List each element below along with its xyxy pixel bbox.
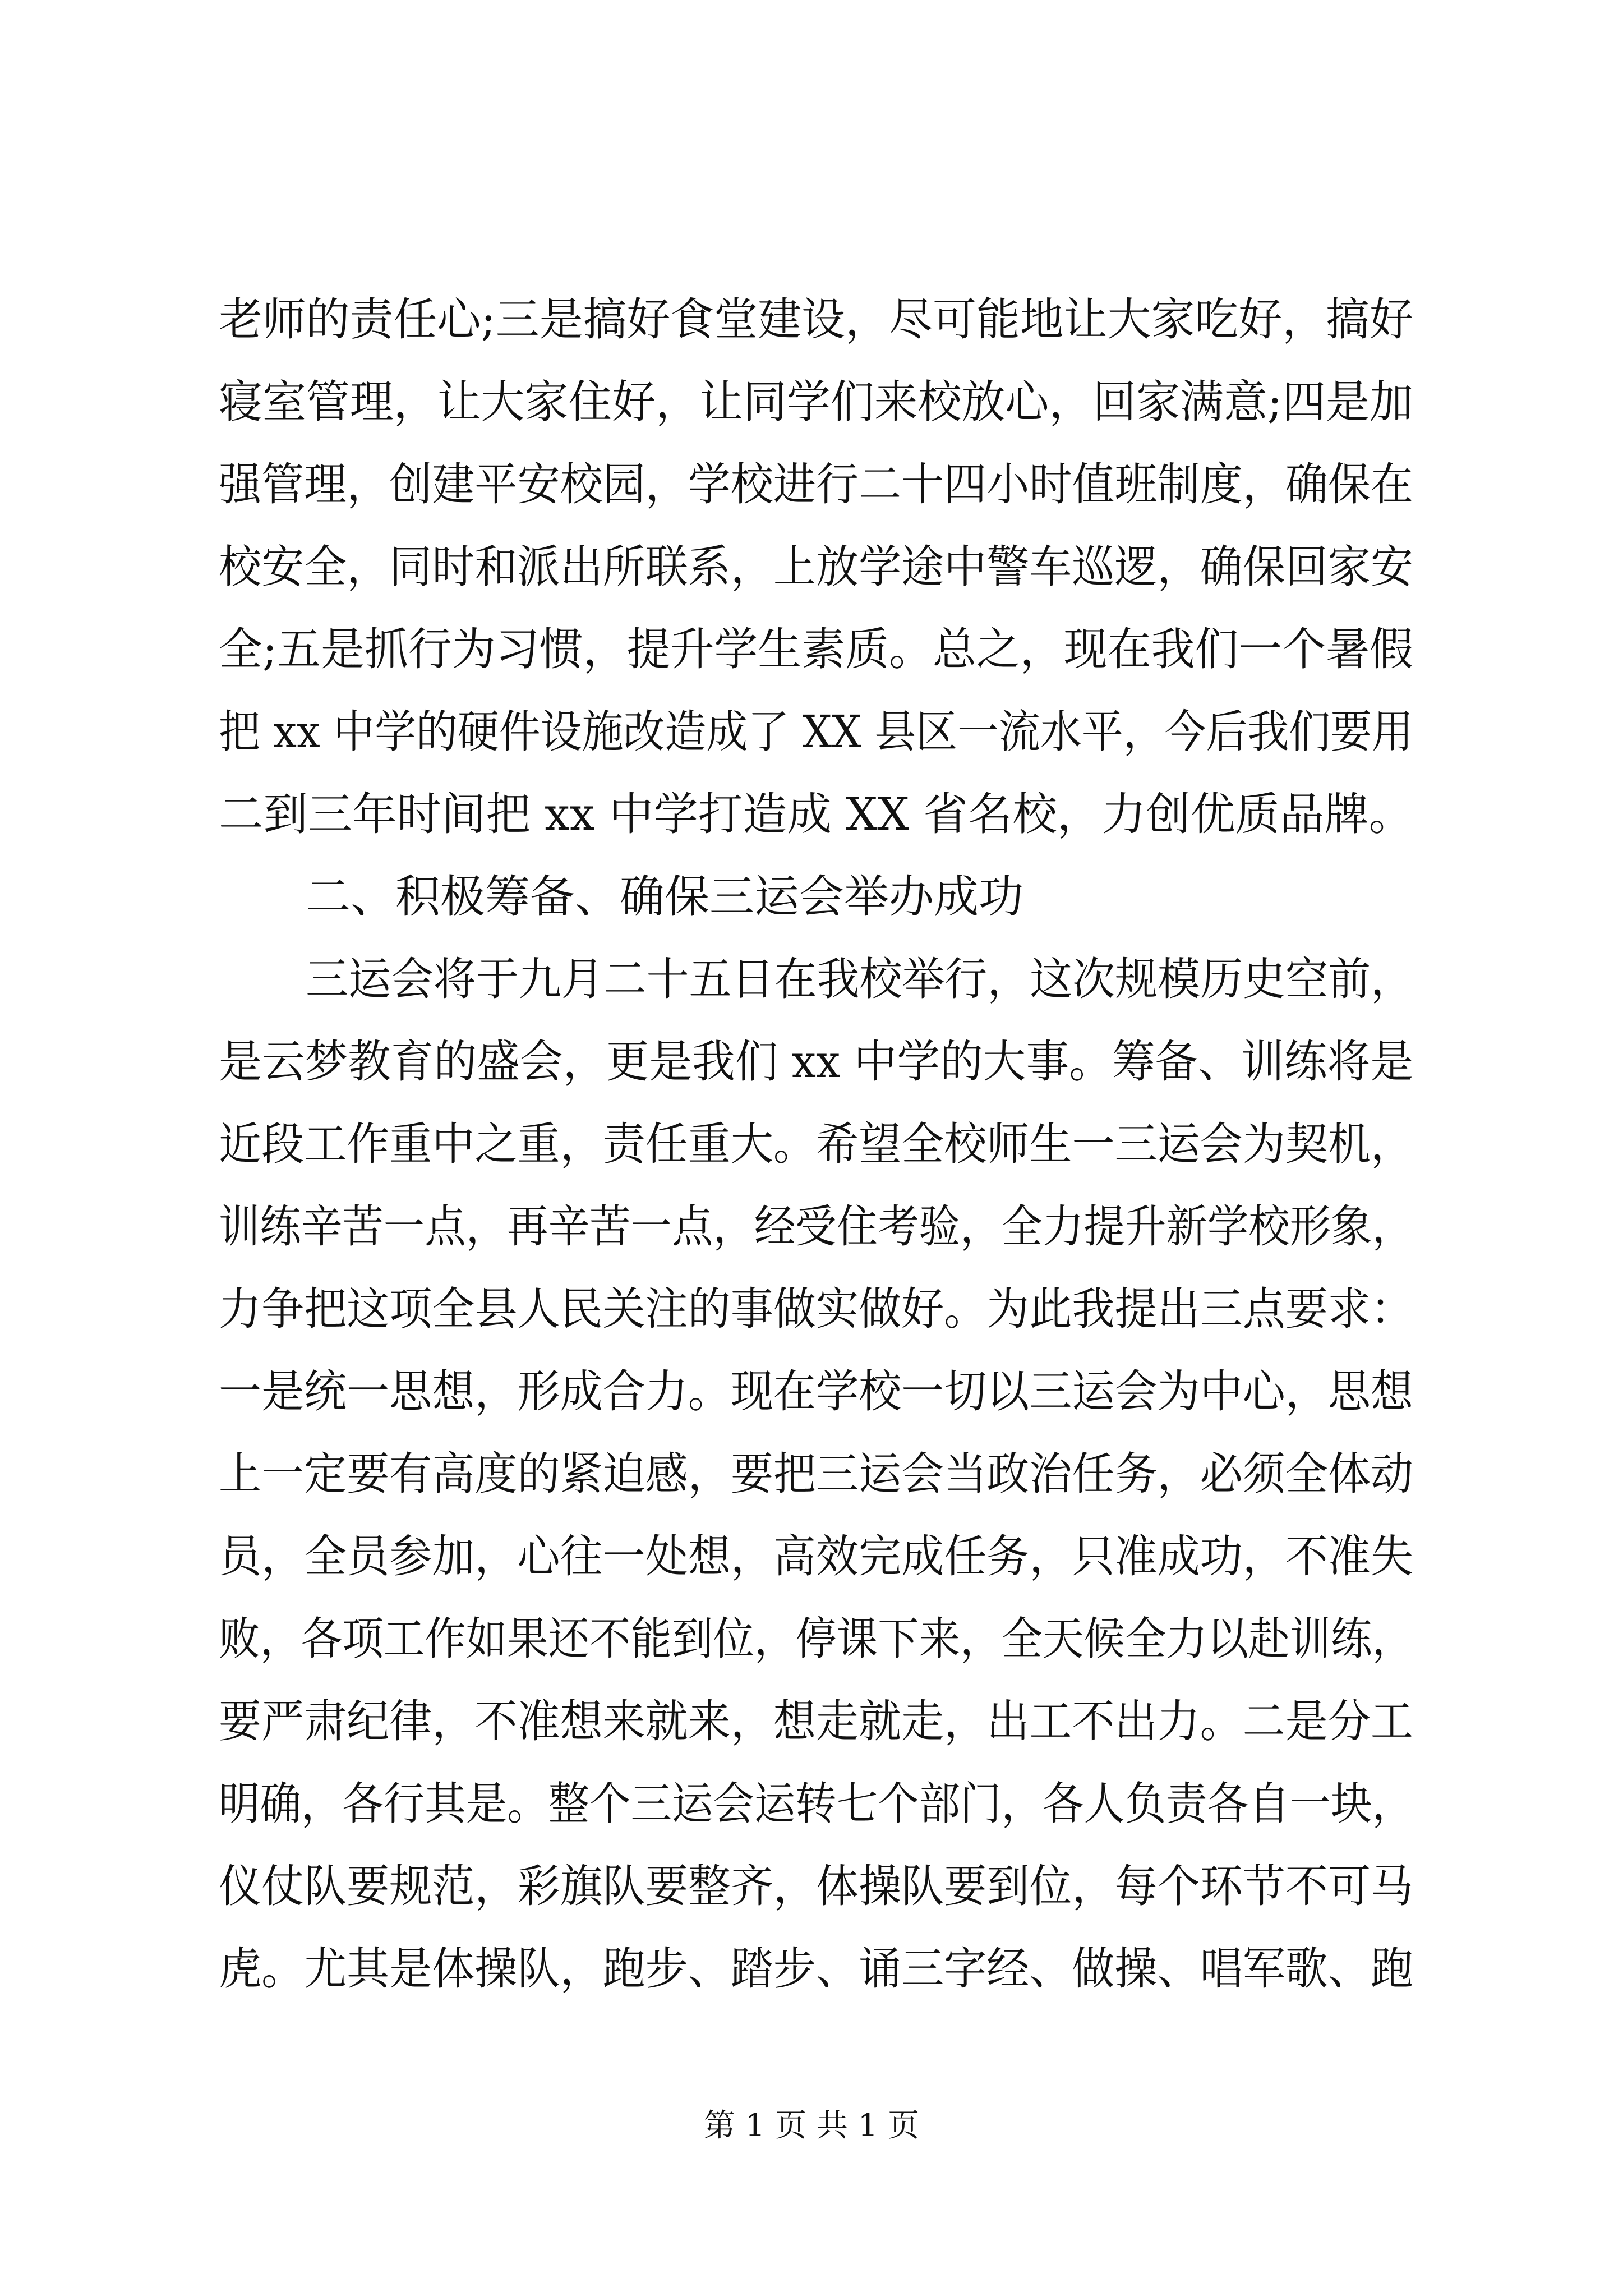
page-footer: 第 1 页 共 1 页 <box>703 2108 920 2144</box>
document-page: 老师的责任心;三是搞好食堂建设，尽可能地让大家吃好，搞好 寝室管理，让大家住好，让同学们来校放心，回家满意;四是加 强管理，创建平安校园，学校进行二十四小时值班制度，确保在 校安全，同时和派出所联系，上放学途中警车巡逻，确保回家安 全;五是抓行为习惯，提升学生素质。总之，现在我们一个暑假 把 xx 中学的硬件设施改造成了 XX 县区一流水平，今后我们要用 二到三年时间把 xx 中学打造成 XX 省名校，力创优质品牌。 二、积极筹备、确保三运会举办成功 三运会将于九月二十五日在我校举行，这次规模历史空前， 是云梦教育的盛会，更是我们 xx 中学的大事。筹备、训练将是 近段工作重中之重，责任重大。希望全校师生一三运会为契机， 训练辛苦一点，再辛苦一点，经受住考验，全力提升新学校形象， 力争把这项全县人民关注的事做实做好。为此我提出三点要求： 一是统一思想，形成合力。现在学校一切以三运会为中心，思想 上一定要有高度的紧迫感，要把三运会当政治任务，必须全体动 员，全员参加，心往一处想，高效完成任务，只准成功，不准失 败，各项工作如果还不能到位，停课下来，全天候全力以赴训练， 要严肃纪律，不准想来就来，想走就走，出工不出力。二是分工 明确，各行其是。整个三运会运转七个部门，各人负责各自一块， 仪仗队要规范，彩旗队要整齐，体操队要到位，每个环节不可马 虎。尤其是体操队，跑步、踏步、诵三字经、做操、唱军歌、跑 第 1 页 共 1 页 <box>0 0 1623 2296</box>
